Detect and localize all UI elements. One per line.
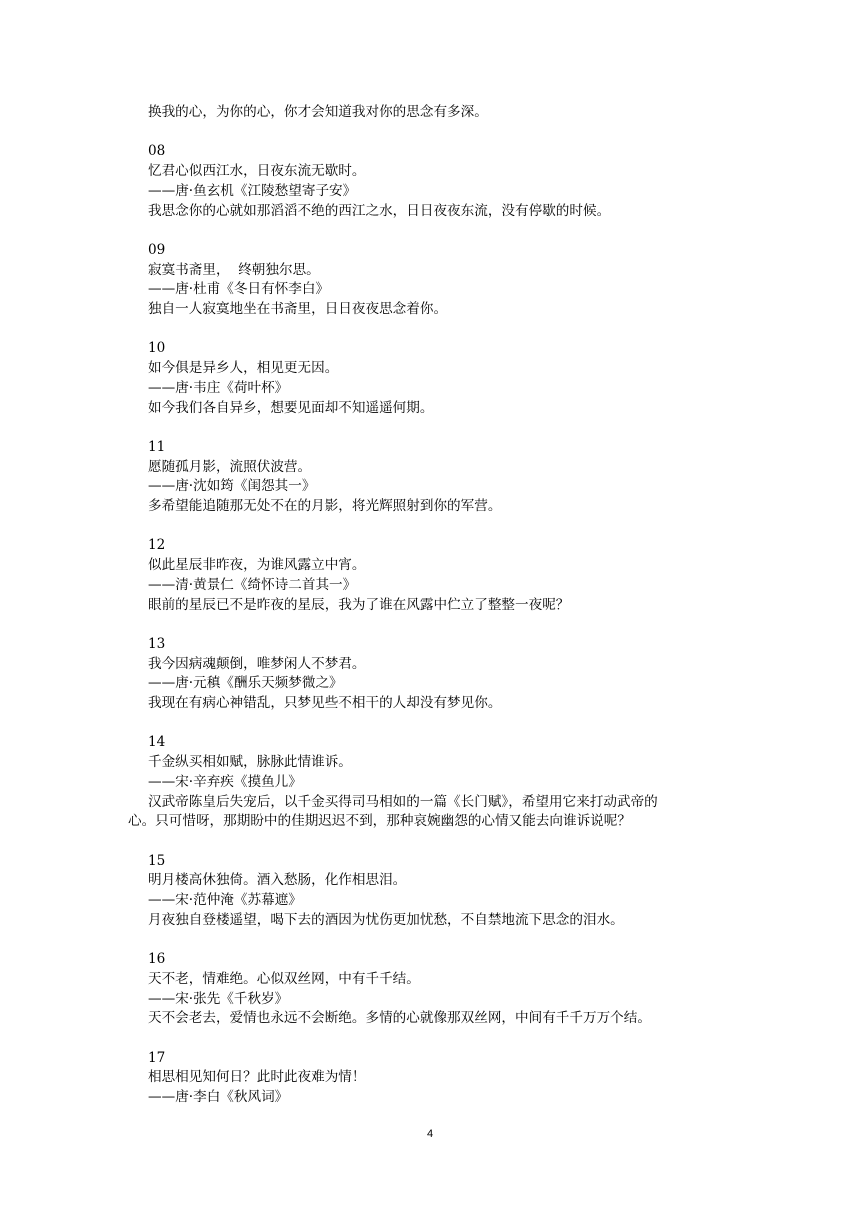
- document-body: [128, 103, 714, 1108]
- page-number: 4: [426, 1128, 434, 1140]
- translation-line-2: 心。只可惜呀，那期盼中的佳期迟迟不到，那种哀婉幽怨的心情又能去向谁诉说呢？: [128, 813, 631, 830]
- entry-verse: 千金纵买相如赋，脉脉此情谁诉。: [148, 754, 352, 771]
- entry-number: 15: [148, 852, 166, 869]
- entry-source: ——唐·沈如筠《闺怨其一》: [148, 478, 316, 495]
- entry-source: ——唐·李白《秋风词》: [148, 1089, 289, 1105]
- entry-translation: 独自一人寂寞地坐在书斋里，日日夜夜思念着你。: [148, 301, 448, 317]
- blank-line: [148, 930, 714, 950]
- blank-line: [148, 221, 714, 241]
- blank-line: [148, 517, 714, 537]
- entry-translation: 我现在有病心神错乱，只梦见些不相干的人却没有梦见你。: [148, 695, 502, 711]
- entry-verse: 似此星辰非昨夜，为谁风露立中宵。: [148, 557, 366, 574]
- entry-translation: 多希望能追随那无处不在的月影，将光辉照射到你的军营。: [148, 498, 502, 514]
- entry-verse: 明月楼高休独倚。酒入愁肠，化作相思泪。: [148, 872, 407, 889]
- entry-source: ——唐·元稹《酬乐天频梦微之》: [148, 675, 343, 692]
- entry-source: ——宋·张先《千秋岁》: [148, 990, 289, 1007]
- translation-line-1: 汉武帝陈皇后失宠后，以千金买得司马相如的一篇《长门赋》，希望用它来打动武帝的: [148, 793, 658, 810]
- blank-line: [148, 320, 714, 340]
- entry-translation: 月夜独自登楼遥望，喝下去的酒因为忧伤更加忧愁，不自禁地流下思念的泪水。: [148, 911, 624, 928]
- blank-line: [148, 832, 714, 852]
- entry-source: ——宋·辛弃疾《摸鱼儿》: [148, 773, 302, 790]
- entry-14: [128, 733, 714, 832]
- entry-number: 17: [148, 1049, 166, 1066]
- entry-translation: 眼前的星辰已不是昨夜的星辰，我为了谁在风露中伫立了整整一夜呢？: [148, 596, 570, 613]
- entry-verse: 如今俱是异乡人，相见更无因。: [148, 360, 339, 377]
- entry-verse: 天不老，情难绝。心似双丝网，中有千千结。: [148, 970, 420, 987]
- entry-09: [148, 241, 714, 320]
- entry-number: 13: [148, 635, 166, 652]
- entry-source: ——唐·鱼玄机《江陵愁望寄子安》: [148, 182, 357, 199]
- blank-line: [148, 418, 714, 438]
- entry-15: [148, 852, 714, 931]
- entry-17: [148, 1049, 714, 1108]
- entry-number: 16: [148, 951, 166, 968]
- entry-translation: 我思念你的心就如那滔滔不绝的西江之水，日日夜夜东流，没有停歇的时候。: [148, 202, 611, 219]
- blank-line: [148, 1029, 714, 1049]
- blank-line: [148, 123, 714, 143]
- entry-08: [148, 142, 714, 221]
- entry-number: 09: [148, 241, 166, 258]
- entry-translation: 天不会老去，爱情也永远不会断绝。多情的心就像那双丝网，中间有千千万万个结。: [148, 1010, 651, 1027]
- entry-translation: [128, 793, 714, 832]
- entry-verse: 寂寞书斋里， 终朝独尔思。: [148, 261, 320, 278]
- entry-16: [148, 950, 714, 1029]
- entry-13: [148, 635, 714, 714]
- entry-number: 08: [148, 143, 166, 160]
- blank-line: [148, 615, 714, 635]
- entry-number: 11: [148, 438, 166, 455]
- entry-verse: 相思相见知何日？此时此夜难为情！: [148, 1069, 366, 1086]
- entry-source: ——宋·范仲淹《苏幕遮》: [148, 892, 302, 908]
- entry-source: ——唐·杜甫《冬日有怀李白》: [148, 281, 330, 298]
- entry-11: [148, 438, 714, 517]
- entry-12: [148, 536, 714, 615]
- entry-number: 12: [148, 537, 166, 554]
- entry-number: 10: [148, 340, 166, 357]
- intro-line: 换我的心，为你的心，你才会知道我对你的思念有多深。: [148, 104, 488, 120]
- entry-translation: 如今我们各自异乡，想要见面却不知遥遥何期。: [148, 399, 434, 416]
- entry-source: ——唐·韦庄《荷叶杯》: [148, 379, 289, 396]
- entry-source: ——清·黄景仁《绮怀诗二首其一》: [148, 576, 357, 593]
- entry-verse: 我今因病魂颠倒，唯梦闲人不梦君。: [148, 655, 366, 672]
- blank-line: [148, 714, 714, 734]
- entry-10: [148, 339, 714, 418]
- entry-number: 14: [148, 734, 166, 751]
- entry-verse: 愿随孤月影，流照伏波营。: [148, 458, 312, 475]
- entry-verse: 忆君心似西江水，日夜东流无歇时。: [148, 163, 366, 180]
